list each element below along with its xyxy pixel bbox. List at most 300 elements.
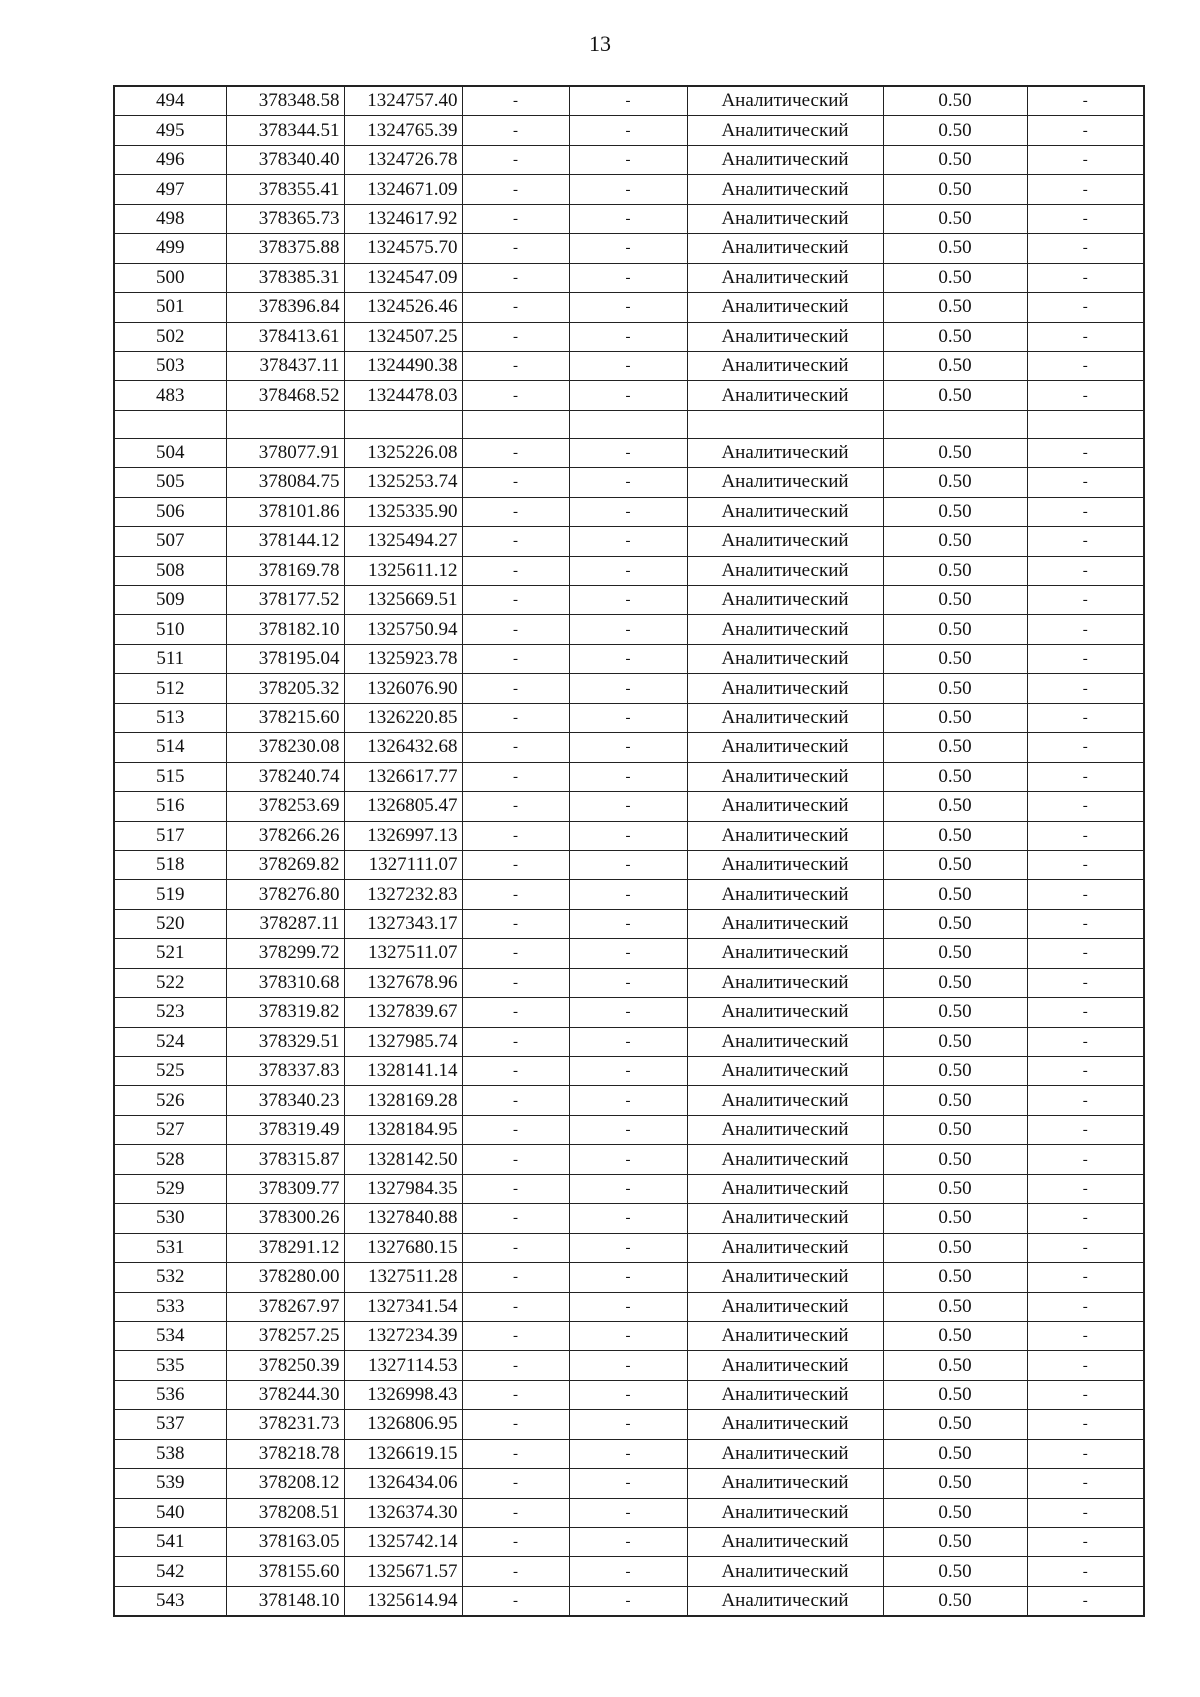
table-row <box>114 116 1144 145</box>
x-coordinate-cell: 378148.10 <box>226 1586 344 1616</box>
y-coordinate-cell: 1324765.39 <box>344 116 462 145</box>
table-row <box>114 263 1144 292</box>
x-coordinate-cell: 378169.78 <box>226 556 344 585</box>
table-row <box>114 674 1144 703</box>
empty-value-cell: - <box>462 1410 569 1439</box>
empty-value-cell: - <box>1027 909 1144 938</box>
point-number-cell: 495 <box>114 116 226 145</box>
method-cell: Аналитический <box>687 1498 883 1527</box>
empty-value-cell: - <box>1027 792 1144 821</box>
empty-value-cell: - <box>1027 293 1144 322</box>
point-number-cell <box>114 410 226 438</box>
y-coordinate-cell: 1326076.90 <box>344 674 462 703</box>
y-coordinate-cell: 1325253.74 <box>344 468 462 497</box>
table-row <box>114 1557 1144 1586</box>
method-cell: Аналитический <box>687 939 883 968</box>
x-coordinate-cell: 378413.61 <box>226 322 344 351</box>
point-number-cell: 503 <box>114 351 226 380</box>
table-row <box>114 762 1144 791</box>
empty-value-cell: - <box>1027 556 1144 585</box>
y-coordinate-cell: 1324757.40 <box>344 86 462 116</box>
empty-value-cell: - <box>1027 1557 1144 1586</box>
point-number-cell: 497 <box>114 175 226 204</box>
point-number-cell: 483 <box>114 381 226 410</box>
table-row <box>114 1380 1144 1409</box>
empty-value-cell: - <box>462 733 569 762</box>
point-number-cell: 533 <box>114 1292 226 1321</box>
accuracy-cell: 0.50 <box>883 175 1027 204</box>
empty-value-cell: - <box>569 821 687 850</box>
y-coordinate-cell: 1327680.15 <box>344 1233 462 1262</box>
empty-value-cell: - <box>569 116 687 145</box>
point-number-cell: 513 <box>114 703 226 732</box>
empty-value-cell: - <box>462 1115 569 1144</box>
method-cell: Аналитический <box>687 556 883 585</box>
accuracy-cell: 0.50 <box>883 263 1027 292</box>
y-coordinate-cell: 1328169.28 <box>344 1086 462 1115</box>
empty-value-cell: - <box>1027 1233 1144 1262</box>
method-cell: Аналитический <box>687 1469 883 1498</box>
y-coordinate-cell: 1327840.88 <box>344 1204 462 1233</box>
y-coordinate-cell: 1324478.03 <box>344 381 462 410</box>
method-cell: Аналитический <box>687 1057 883 1086</box>
point-number-cell: 501 <box>114 293 226 322</box>
table-row <box>114 1321 1144 1350</box>
y-coordinate-cell: 1326432.68 <box>344 733 462 762</box>
accuracy-cell: 0.50 <box>883 821 1027 850</box>
x-coordinate-cell: 378276.80 <box>226 880 344 909</box>
method-cell: Аналитический <box>687 792 883 821</box>
empty-value-cell: - <box>1027 1380 1144 1409</box>
method-cell: Аналитический <box>687 1292 883 1321</box>
method-cell: Аналитический <box>687 527 883 556</box>
empty-value-cell: - <box>1027 998 1144 1027</box>
table-row <box>114 909 1144 938</box>
x-coordinate-cell: 378300.26 <box>226 1204 344 1233</box>
method-cell: Аналитический <box>687 351 883 380</box>
table-row <box>114 1410 1144 1439</box>
table-row <box>114 1145 1144 1174</box>
empty-value-cell: - <box>462 1086 569 1115</box>
empty-value-cell: - <box>569 674 687 703</box>
empty-value-cell: - <box>569 615 687 644</box>
accuracy-cell: 0.50 <box>883 1586 1027 1616</box>
accuracy-cell: 0.50 <box>883 116 1027 145</box>
empty-value-cell: - <box>462 293 569 322</box>
table-row <box>114 175 1144 204</box>
method-cell: Аналитический <box>687 381 883 410</box>
point-number-cell: 525 <box>114 1057 226 1086</box>
point-number-cell: 526 <box>114 1086 226 1115</box>
empty-value-cell: - <box>462 703 569 732</box>
method-cell: Аналитический <box>687 1263 883 1292</box>
empty-value-cell: - <box>462 1057 569 1086</box>
method-cell: Аналитический <box>687 1586 883 1616</box>
accuracy-cell: 0.50 <box>883 850 1027 879</box>
y-coordinate-cell: 1325611.12 <box>344 556 462 585</box>
x-coordinate-cell: 378253.69 <box>226 792 344 821</box>
empty-value-cell: - <box>462 116 569 145</box>
accuracy-cell: 0.50 <box>883 1321 1027 1350</box>
empty-value-cell: - <box>462 939 569 968</box>
point-number-cell: 516 <box>114 792 226 821</box>
x-coordinate-cell: 378077.91 <box>226 438 344 467</box>
y-coordinate-cell: 1326806.95 <box>344 1410 462 1439</box>
empty-value-cell: - <box>569 1027 687 1056</box>
x-coordinate-cell: 378267.97 <box>226 1292 344 1321</box>
method-cell: Аналитический <box>687 1204 883 1233</box>
y-coordinate-cell: 1324507.25 <box>344 322 462 351</box>
empty-value-cell: - <box>462 1351 569 1380</box>
empty-value-cell: - <box>569 1351 687 1380</box>
x-coordinate-cell: 378385.31 <box>226 263 344 292</box>
accuracy-cell: 0.50 <box>883 1027 1027 1056</box>
empty-value-cell: - <box>462 1233 569 1262</box>
method-cell: Аналитический <box>687 438 883 467</box>
empty-value-cell: - <box>1027 497 1144 526</box>
empty-value-cell: - <box>462 1145 569 1174</box>
point-number-cell: 531 <box>114 1233 226 1262</box>
accuracy-cell: 0.50 <box>883 733 1027 762</box>
point-number-cell: 541 <box>114 1528 226 1557</box>
empty-value-cell: - <box>1027 1351 1144 1380</box>
point-number-cell: 502 <box>114 322 226 351</box>
x-coordinate-cell: 378195.04 <box>226 644 344 673</box>
empty-value-cell: - <box>569 293 687 322</box>
empty-value-cell: - <box>462 556 569 585</box>
empty-value-cell: - <box>1027 175 1144 204</box>
table-row <box>114 703 1144 732</box>
y-coordinate-cell: 1327234.39 <box>344 1321 462 1350</box>
method-cell: Аналитический <box>687 145 883 174</box>
empty-value-cell: - <box>462 1469 569 1498</box>
empty-value-cell: - <box>1027 438 1144 467</box>
empty-value-cell: - <box>569 381 687 410</box>
empty-value-cell: - <box>569 1321 687 1350</box>
method-cell <box>687 410 883 438</box>
table-row <box>114 792 1144 821</box>
empty-value-cell: - <box>569 1557 687 1586</box>
method-cell: Аналитический <box>687 1351 883 1380</box>
method-cell: Аналитический <box>687 1027 883 1056</box>
y-coordinate-cell: 1328142.50 <box>344 1145 462 1174</box>
empty-value-cell: - <box>1027 733 1144 762</box>
empty-value-cell: - <box>569 792 687 821</box>
empty-value-cell: - <box>569 263 687 292</box>
table-row <box>114 410 1144 438</box>
y-coordinate-cell: 1327232.83 <box>344 880 462 909</box>
y-coordinate-cell: 1326374.30 <box>344 1498 462 1527</box>
empty-value-cell: - <box>569 850 687 879</box>
point-number-cell: 508 <box>114 556 226 585</box>
method-cell: Аналитический <box>687 733 883 762</box>
point-number-cell: 514 <box>114 733 226 762</box>
method-cell: Аналитический <box>687 234 883 263</box>
table-row <box>114 1528 1144 1557</box>
empty-value-cell: - <box>569 733 687 762</box>
empty-value-cell: - <box>569 1469 687 1498</box>
empty-value-cell: - <box>1027 351 1144 380</box>
point-number-cell: 496 <box>114 145 226 174</box>
accuracy-cell: 0.50 <box>883 1115 1027 1144</box>
accuracy-cell: 0.50 <box>883 86 1027 116</box>
table-row <box>114 556 1144 585</box>
empty-value-cell: - <box>462 850 569 879</box>
empty-value-cell: - <box>569 968 687 997</box>
x-coordinate-cell: 378310.68 <box>226 968 344 997</box>
point-number-cell: 522 <box>114 968 226 997</box>
method-cell: Аналитический <box>687 1086 883 1115</box>
empty-value-cell: - <box>569 939 687 968</box>
table-row <box>114 1057 1144 1086</box>
empty-value-cell: - <box>569 1410 687 1439</box>
accuracy-cell: 0.50 <box>883 1174 1027 1203</box>
point-number-cell: 521 <box>114 939 226 968</box>
y-coordinate-cell: 1326220.85 <box>344 703 462 732</box>
x-coordinate-cell: 378337.83 <box>226 1057 344 1086</box>
empty-value-cell: - <box>569 586 687 615</box>
table-row <box>114 968 1144 997</box>
y-coordinate-cell: 1325923.78 <box>344 644 462 673</box>
empty-value-cell <box>462 410 569 438</box>
empty-value-cell: - <box>1027 703 1144 732</box>
x-coordinate-cell: 378257.25 <box>226 1321 344 1350</box>
y-coordinate-cell: 1325750.94 <box>344 615 462 644</box>
empty-value-cell: - <box>1027 674 1144 703</box>
accuracy-cell: 0.50 <box>883 351 1027 380</box>
empty-value-cell: - <box>462 263 569 292</box>
empty-value-cell: - <box>462 644 569 673</box>
point-number-cell: 524 <box>114 1027 226 1056</box>
accuracy-cell: 0.50 <box>883 204 1027 233</box>
point-number-cell: 504 <box>114 438 226 467</box>
empty-value-cell: - <box>1027 1410 1144 1439</box>
table-row <box>114 1174 1144 1203</box>
coordinates-table <box>113 85 1145 1617</box>
table-row <box>114 1115 1144 1144</box>
table-body <box>114 86 1144 1616</box>
table-row <box>114 1498 1144 1527</box>
empty-value-cell: - <box>569 438 687 467</box>
y-coordinate-cell: 1324526.46 <box>344 293 462 322</box>
empty-value-cell: - <box>1027 939 1144 968</box>
empty-value-cell: - <box>1027 850 1144 879</box>
y-coordinate-cell: 1324575.70 <box>344 234 462 263</box>
method-cell: Аналитический <box>687 850 883 879</box>
empty-value-cell: - <box>1027 1174 1144 1203</box>
empty-value-cell: - <box>462 1380 569 1409</box>
method-cell: Аналитический <box>687 1115 883 1144</box>
y-coordinate-cell: 1324490.38 <box>344 351 462 380</box>
accuracy-cell: 0.50 <box>883 468 1027 497</box>
point-number-cell: 498 <box>114 204 226 233</box>
empty-value-cell: - <box>462 1263 569 1292</box>
accuracy-cell: 0.50 <box>883 1204 1027 1233</box>
y-coordinate-cell: 1327678.96 <box>344 968 462 997</box>
accuracy-cell: 0.50 <box>883 1233 1027 1262</box>
empty-value-cell: - <box>462 792 569 821</box>
accuracy-cell: 0.50 <box>883 234 1027 263</box>
accuracy-cell: 0.50 <box>883 1351 1027 1380</box>
y-coordinate-cell <box>344 410 462 438</box>
accuracy-cell: 0.50 <box>883 1057 1027 1086</box>
empty-value-cell <box>569 410 687 438</box>
point-number-cell: 510 <box>114 615 226 644</box>
y-coordinate-cell: 1327839.67 <box>344 998 462 1027</box>
table-row <box>114 939 1144 968</box>
empty-value-cell: - <box>462 175 569 204</box>
x-coordinate-cell: 378375.88 <box>226 234 344 263</box>
empty-value-cell: - <box>462 968 569 997</box>
table-row <box>114 733 1144 762</box>
y-coordinate-cell: 1325494.27 <box>344 527 462 556</box>
method-cell: Аналитический <box>687 1380 883 1409</box>
point-number-cell: 494 <box>114 86 226 116</box>
x-coordinate-cell: 378329.51 <box>226 1027 344 1056</box>
table-row <box>114 1351 1144 1380</box>
table-row <box>114 381 1144 410</box>
y-coordinate-cell: 1325335.90 <box>344 497 462 526</box>
accuracy-cell: 0.50 <box>883 1145 1027 1174</box>
point-number-cell: 520 <box>114 909 226 938</box>
point-number-cell: 517 <box>114 821 226 850</box>
method-cell: Аналитический <box>687 86 883 116</box>
empty-value-cell: - <box>1027 1115 1144 1144</box>
method-cell: Аналитический <box>687 263 883 292</box>
empty-value-cell: - <box>569 1586 687 1616</box>
empty-value-cell: - <box>1027 968 1144 997</box>
x-coordinate-cell: 378291.12 <box>226 1233 344 1262</box>
accuracy-cell: 0.50 <box>883 1292 1027 1321</box>
x-coordinate-cell: 378266.26 <box>226 821 344 850</box>
y-coordinate-cell: 1327111.07 <box>344 850 462 879</box>
y-coordinate-cell: 1324547.09 <box>344 263 462 292</box>
empty-value-cell: - <box>1027 1027 1144 1056</box>
empty-value-cell: - <box>462 381 569 410</box>
empty-value-cell: - <box>1027 322 1144 351</box>
empty-value-cell: - <box>569 1204 687 1233</box>
method-cell: Аналитический <box>687 1528 883 1557</box>
empty-value-cell: - <box>462 674 569 703</box>
empty-value-cell: - <box>1027 1528 1144 1557</box>
empty-value-cell: - <box>569 1145 687 1174</box>
empty-value-cell: - <box>569 1498 687 1527</box>
table-row <box>114 615 1144 644</box>
point-number-cell: 515 <box>114 762 226 791</box>
x-coordinate-cell: 378244.30 <box>226 1380 344 1409</box>
table-row <box>114 322 1144 351</box>
y-coordinate-cell: 1327343.17 <box>344 909 462 938</box>
y-coordinate-cell: 1324671.09 <box>344 175 462 204</box>
empty-value-cell: - <box>569 556 687 585</box>
y-coordinate-cell: 1326997.13 <box>344 821 462 850</box>
accuracy-cell: 0.50 <box>883 909 1027 938</box>
y-coordinate-cell: 1327341.54 <box>344 1292 462 1321</box>
accuracy-cell: 0.50 <box>883 293 1027 322</box>
y-coordinate-cell: 1327511.07 <box>344 939 462 968</box>
point-number-cell: 534 <box>114 1321 226 1350</box>
empty-value-cell: - <box>1027 821 1144 850</box>
empty-value-cell: - <box>1027 527 1144 556</box>
point-number-cell: 527 <box>114 1115 226 1144</box>
empty-value-cell: - <box>1027 1321 1144 1350</box>
x-coordinate-cell: 378299.72 <box>226 939 344 968</box>
accuracy-cell: 0.50 <box>883 939 1027 968</box>
empty-value-cell: - <box>569 762 687 791</box>
method-cell: Аналитический <box>687 497 883 526</box>
point-number-cell: 512 <box>114 674 226 703</box>
page-number: 13 <box>589 31 611 56</box>
accuracy-cell: 0.50 <box>883 762 1027 791</box>
empty-value-cell: - <box>1027 116 1144 145</box>
accuracy-cell: 0.50 <box>883 1498 1027 1527</box>
empty-value-cell: - <box>462 1498 569 1527</box>
empty-value-cell: - <box>462 1292 569 1321</box>
point-number-cell: 500 <box>114 263 226 292</box>
accuracy-cell: 0.50 <box>883 1263 1027 1292</box>
accuracy-cell: 0.50 <box>883 497 1027 526</box>
y-coordinate-cell: 1325226.08 <box>344 438 462 467</box>
point-number-cell: 507 <box>114 527 226 556</box>
accuracy-cell: 0.50 <box>883 556 1027 585</box>
table-row <box>114 644 1144 673</box>
method-cell: Аналитический <box>687 1174 883 1203</box>
method-cell: Аналитический <box>687 880 883 909</box>
point-number-cell: 530 <box>114 1204 226 1233</box>
empty-value-cell: - <box>462 1439 569 1468</box>
empty-value-cell: - <box>462 821 569 850</box>
empty-value-cell: - <box>1027 1145 1144 1174</box>
y-coordinate-cell: 1326617.77 <box>344 762 462 791</box>
empty-value-cell: - <box>462 351 569 380</box>
accuracy-cell: 0.50 <box>883 968 1027 997</box>
method-cell: Аналитический <box>687 821 883 850</box>
x-coordinate-cell: 378287.11 <box>226 909 344 938</box>
accuracy-cell: 0.50 <box>883 438 1027 467</box>
empty-value-cell: - <box>462 909 569 938</box>
x-coordinate-cell: 378355.41 <box>226 175 344 204</box>
accuracy-cell: 0.50 <box>883 1380 1027 1409</box>
point-number-cell: 532 <box>114 1263 226 1292</box>
table-row <box>114 1204 1144 1233</box>
empty-value-cell: - <box>569 703 687 732</box>
x-coordinate-cell: 378101.86 <box>226 497 344 526</box>
x-coordinate-cell: 378437.11 <box>226 351 344 380</box>
empty-value-cell: - <box>1027 1586 1144 1616</box>
x-coordinate-cell: 378344.51 <box>226 116 344 145</box>
accuracy-cell: 0.50 <box>883 1528 1027 1557</box>
point-number-cell: 506 <box>114 497 226 526</box>
empty-value-cell: - <box>1027 468 1144 497</box>
empty-value-cell: - <box>462 86 569 116</box>
method-cell: Аналитический <box>687 762 883 791</box>
empty-value-cell: - <box>569 234 687 263</box>
y-coordinate-cell: 1324617.92 <box>344 204 462 233</box>
accuracy-cell: 0.50 <box>883 1439 1027 1468</box>
empty-value-cell: - <box>569 1174 687 1203</box>
table-row <box>114 880 1144 909</box>
point-number-cell: 511 <box>114 644 226 673</box>
empty-value-cell: - <box>1027 1263 1144 1292</box>
x-coordinate-cell: 378084.75 <box>226 468 344 497</box>
table-row <box>114 998 1144 1027</box>
empty-value-cell: - <box>1027 880 1144 909</box>
empty-value-cell: - <box>569 175 687 204</box>
empty-value-cell: - <box>569 1233 687 1262</box>
empty-value-cell: - <box>462 468 569 497</box>
table-row <box>114 468 1144 497</box>
x-coordinate-cell: 378208.12 <box>226 1469 344 1498</box>
